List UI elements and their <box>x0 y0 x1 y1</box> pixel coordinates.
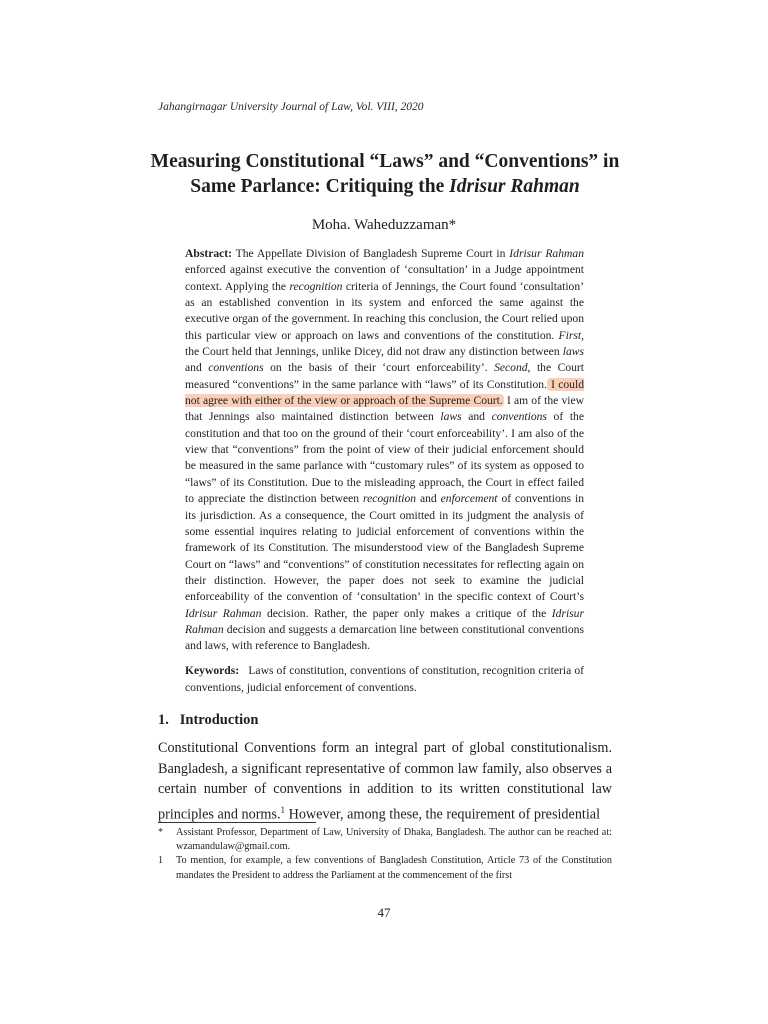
abstract <box>185 246 584 655</box>
keywords-text: Laws of constitution, conventions of constitution, recognition criteria of conventions, judicial enforcement of conventions. <box>185 664 584 694</box>
title-line-1: Measuring Constitutional “Laws” and “Conventions” in <box>150 151 620 172</box>
abstract-label: Abstract: <box>185 247 233 260</box>
footnotes <box>158 826 612 883</box>
body-text-after: However, among these, the requirement of presidential <box>285 806 601 823</box>
abstract-text-segment: of conventions in its jurisdiction. As a consequence, the Court omitted in its judgment the analysis of some essential inquires relating to judicial enforcement of conventions within the framework of its Constitution. The misunderstood view of the Bangladesh Supreme Court on “laws” and “conventions” of constitution necessitates for reflecting again on their distinction. However, the paper does not seek to examine the judicial enforceability of the convention of ‘consultation’ in the specific context of Court’s <box>185 492 584 604</box>
keywords-label: Keywords: <box>185 664 240 677</box>
abstract-text-segment: of the constitution and that too on the ground of their ‘court enforceability’. I am also of the view that “conventions” from the point of view of their judicial enforcement should be measured in the same parlance with “customary rules” of its system as opposed to “laws” of its Constitution. Due to the misleading approach, the Court in effect failed to appreciate the distinction between <box>185 410 584 506</box>
author-name: Moha. Waheduzzaman* <box>311 217 457 233</box>
abstract-text-segment: on the basis of their ‘court enforceability’. <box>263 361 495 375</box>
highlighted-sentence: I could not agree with either of the view or approach of the Supreme Court. <box>185 377 584 408</box>
abstract-text-segment: I am of the view that Jennings also maintained distinction between <box>185 394 585 424</box>
abstract-text-segment: and <box>461 410 492 424</box>
footnote-text: Assistant Professor, Department of Law, University of Dhaka, Bangladesh. The author can be reached at: wzamandulaw@gmail.com. <box>176 827 612 853</box>
abstract-italic-term: recognition <box>363 492 417 506</box>
abstract-text-segment: The Appellate Division of Bangladesh Supreme Court in <box>232 247 510 260</box>
abstract-italic-term: recognition <box>289 279 343 293</box>
body-text-before: Constitutional Conventions form an integral part of global constitutionalism. Bangladesh, a significant representative of common law family, also observes a certain number of conventions in addition to its written constitutional law principles and norms. <box>158 740 612 823</box>
abstract-text-segment: and <box>185 361 209 375</box>
footnote-text: To mention, for example, a few conventions of Bangladesh Constitution, Article 73 of the Constitution mandates the President to address the Parliament at the commencement of the first <box>176 855 612 881</box>
footnote-reference[interactable]: 1 <box>280 805 286 816</box>
footnote-item <box>158 854 612 882</box>
abstract-text-segment: the Court measured “conventions” in the same parlance with “laws” of its Constitution. <box>185 361 584 391</box>
footnote-mark: 1 <box>158 855 164 867</box>
section-heading <box>158 712 258 729</box>
footnote-mark: * <box>158 827 164 838</box>
abstract-italic-term: First, <box>558 328 584 342</box>
abstract-text-segment: decision. Rather, the paper only makes a critique of the <box>261 606 552 620</box>
footnote-separator <box>158 822 316 823</box>
abstract-italic-term: laws <box>440 410 462 424</box>
abstract-italic-term: laws <box>562 345 584 359</box>
page-number: 47 <box>377 905 391 920</box>
abstract-text-segment: criteria of Jennings, the Court found ‘consultation’ as an established convention in its system and enforced the same against the executive organ of the government. In reaching this conclusion, the Court relied upon this particular view or approach on laws and conventions of the constitution. <box>185 279 585 342</box>
footnote-item <box>158 826 612 854</box>
abstract-italic-term: conventions <box>491 410 547 424</box>
abstract-italic-term: Idrisur Rahman <box>509 247 584 260</box>
article-title <box>130 149 640 199</box>
title-line-2-prefix: Same Parlance: Critiquing the <box>190 176 450 197</box>
abstract-text-segment: the Court held that Jennings, unlike Dicey, did not draw any distinction between <box>185 345 563 359</box>
body-paragraph <box>158 738 612 826</box>
abstract-italic-term: Idrisur Rahman <box>185 606 584 636</box>
abstract-italic-term: conventions <box>208 361 264 375</box>
abstract-italic-term: Second, <box>494 361 531 375</box>
title-line-2-italic: Idrisur Rahman <box>449 176 580 197</box>
abstract-italic-term: Idrisur Rahman <box>185 606 262 620</box>
keywords <box>185 663 584 696</box>
abstract-paragraph <box>185 246 584 655</box>
abstract-body <box>185 247 584 652</box>
section-number: 1. <box>158 712 169 728</box>
abstract-text-segment: decision and suggests a demarcation line between constitutional conventions and laws, with reference to Bangladesh. <box>185 622 584 653</box>
abstract-italic-term: enforcement <box>440 492 498 506</box>
section-title: Introduction <box>179 712 259 728</box>
running-head: Jahangirnagar University Journal of Law, Vol. VIII, 2020 <box>158 101 424 113</box>
abstract-text-segment: enforced against executive the convention of ‘consultation’ in a Judge appointment context. Applying the <box>185 263 584 293</box>
abstract-text-segment: and <box>416 492 441 506</box>
